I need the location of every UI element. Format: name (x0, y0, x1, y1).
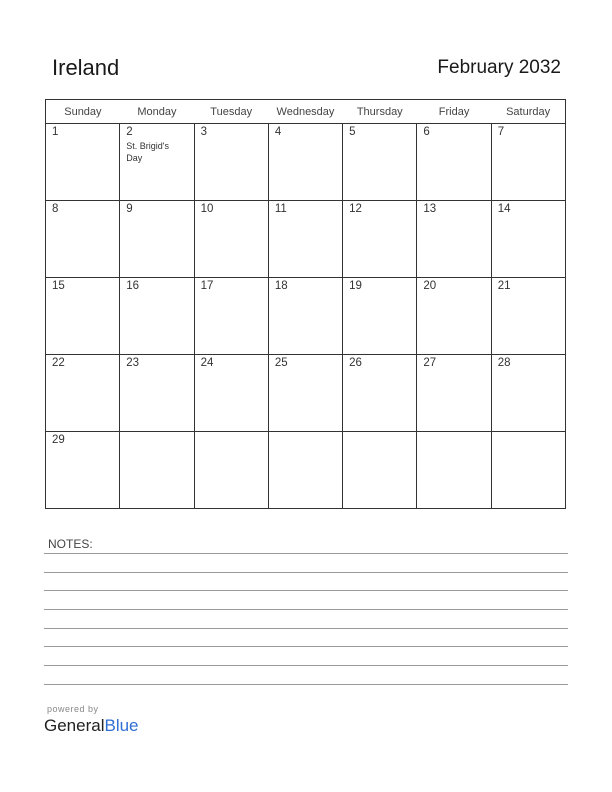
day-number: 16 (126, 280, 140, 292)
day-number: 23 (126, 357, 140, 369)
note-line (44, 646, 568, 647)
day-cell (417, 201, 491, 278)
day-number: 27 (423, 357, 437, 369)
weekday-monday: Monday (120, 100, 194, 124)
day-number: 24 (200, 357, 214, 369)
weekday-saturday: Saturday (491, 100, 565, 124)
day-number: 19 (349, 280, 362, 292)
note-line (44, 609, 568, 610)
day-cell (343, 355, 417, 432)
day-cell (417, 355, 491, 432)
weekday-friday: Friday (417, 100, 491, 124)
day-cell (120, 124, 194, 201)
day-number: 4 (274, 126, 282, 138)
brand-blue: Blue (104, 716, 139, 735)
day-number: 29 (52, 434, 65, 446)
day-number: 25 (274, 357, 288, 369)
week-row (46, 432, 566, 509)
day-cell-empty (417, 432, 491, 509)
day-cell-empty (343, 432, 417, 509)
day-cell (491, 355, 565, 432)
day-number: 28 (497, 357, 511, 369)
day-cell (491, 278, 565, 355)
calendar-grid (45, 99, 566, 509)
day-cell (46, 432, 120, 509)
weekday-header-row (46, 100, 566, 124)
day-cell (268, 124, 342, 201)
weekday-thursday: Thursday (343, 100, 417, 124)
day-cell (268, 355, 342, 432)
day-number: 20 (423, 280, 437, 292)
day-number: 15 (52, 280, 65, 292)
day-cell (46, 278, 120, 355)
week-row (46, 201, 566, 278)
day-cell (120, 201, 194, 278)
day-cell-empty (120, 432, 194, 509)
day-number: 11 (274, 203, 287, 215)
note-line (44, 665, 568, 666)
generalblue-logo (44, 716, 139, 736)
day-cell-empty (491, 432, 565, 509)
week-row (46, 355, 566, 432)
day-cell (46, 201, 120, 278)
day-cell-empty (268, 432, 342, 509)
note-line (44, 553, 568, 554)
day-cell (194, 355, 268, 432)
note-line (44, 572, 568, 573)
day-number: 7 (497, 126, 505, 138)
note-line (44, 684, 568, 685)
notes-label: NOTES: (48, 537, 93, 551)
day-cell (491, 201, 565, 278)
day-number: 26 (349, 357, 362, 369)
weekday-wednesday: Wednesday (268, 100, 342, 124)
day-cell (417, 124, 491, 201)
day-cell (120, 278, 194, 355)
day-number: 9 (126, 203, 133, 215)
day-cell (194, 201, 268, 278)
holiday-label: St. Brigid's Day (126, 141, 170, 163)
day-number: 2 (126, 126, 133, 138)
day-cell (343, 201, 417, 278)
day-cell (46, 124, 120, 201)
powered-by-text: powered by (47, 704, 99, 714)
day-number: 21 (497, 280, 511, 292)
month-year-title: February 2032 (437, 57, 561, 78)
day-number: 13 (423, 203, 437, 215)
day-cell (120, 355, 194, 432)
day-number: 3 (200, 126, 207, 138)
week-row (46, 278, 566, 355)
day-number: 10 (200, 203, 214, 215)
day-number: 1 (52, 126, 59, 138)
day-cell (417, 278, 491, 355)
day-cell-empty (194, 432, 268, 509)
weekday-sunday: Sunday (46, 100, 120, 124)
note-line (44, 590, 568, 591)
day-cell (268, 278, 342, 355)
day-number: 5 (349, 126, 356, 138)
day-cell (268, 201, 342, 278)
day-cell (194, 124, 268, 201)
day-cell (343, 124, 417, 201)
day-cell (194, 278, 268, 355)
day-number: 17 (200, 280, 214, 292)
weekday-tuesday: Tuesday (194, 100, 268, 124)
country-title: Ireland (52, 55, 120, 80)
day-number: 8 (52, 203, 59, 215)
brand-general: General (44, 716, 105, 735)
week-row (46, 124, 566, 201)
day-cell (343, 278, 417, 355)
day-cell (491, 124, 565, 201)
note-line (44, 628, 568, 629)
day-cell (46, 355, 120, 432)
day-number: 14 (497, 203, 511, 215)
day-number: 18 (274, 280, 288, 292)
day-number: 12 (349, 203, 362, 215)
day-number: 22 (52, 357, 65, 369)
day-number: 6 (423, 126, 430, 138)
